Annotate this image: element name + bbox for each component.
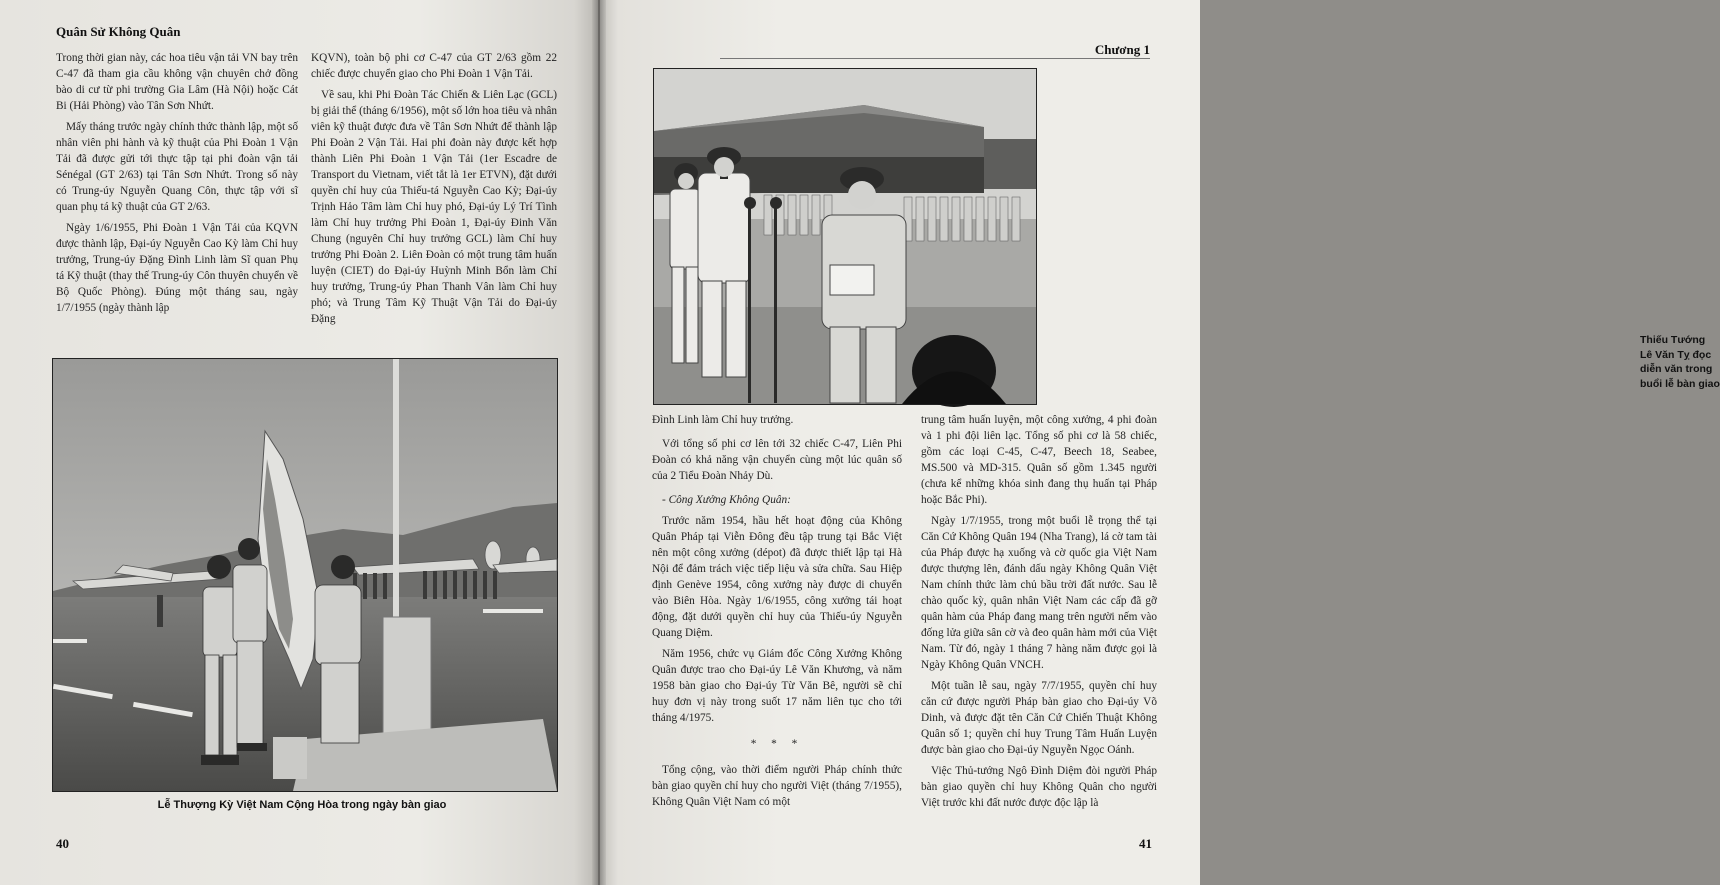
flag-photo-caption: Lễ Thượng Kỳ Việt Nam Cộng Hòa trong ngày bàn giao	[157, 799, 447, 811]
paragraph: trung tâm huấn luyện, một công xưởng, 4 phi đoàn và 1 phi đội liên lạc. Tổng số phi cơ là 58 chiếc, gồm các loại C-45, C-47, Beech 18, Seabee, MS.500 và MD-315. Quân số gồm 1.345 người (chưa kể những khóa sinh đang thụ huấn tại Pháp hoặc Bắc Phi).	[921, 414, 1157, 506]
speech-photo	[653, 68, 1037, 405]
left-text-column-1	[56, 50, 298, 321]
paragraph: Trong thời gian này, các hoa tiêu vận tải VN bay trên C-47 đã tham gia cầu không vận chuyên chở đồng bào di cư từ phi trường Gia Lâm (Hà Nội) hoặc Cát Bi (Hải Phòng) vào Tân Sơn Nhứt.	[56, 52, 298, 112]
left-text-column-2	[311, 50, 557, 332]
flag-raising-photo	[52, 358, 558, 792]
speech-photo-caption: Thiếu Tướng Lê Văn Tỵ đọc diễn văn trong buổi lễ bàn giao	[1640, 334, 1720, 390]
section-heading: - Công Xưởng Không Quân:	[662, 494, 791, 506]
right-text-column-1	[652, 412, 902, 815]
paragraph: Việc Thủ-tướng Ngô Đình Diệm đòi người Pháp bàn giao quyền chỉ huy Không Quân cho người Việt trước khi đất nước được độc lập là	[921, 765, 1157, 809]
paragraph: Mấy tháng trước ngày chính thức thành lập, một số nhân viên phi hành và kỹ thuật của Phi Đoàn 1 Vận Tải đã được gửi tới thực tập tại phi đoàn vận tải Sénégal (GT 2/63) tại Tân Sơn Nhứt. Trong số này có Trung-úy Nguyễn Quang Côn, thực tập với sĩ quan phụ tá kỹ thuật của GT 2/63.	[56, 121, 298, 213]
running-head-left: Quân Sử Không Quân	[56, 24, 181, 39]
paragraph: KQVN), toàn bộ phi cơ C-47 của GT 2/63 gồm 22 chiếc được chuyển giao cho Phi Đoàn 1 Vận Tải.	[311, 52, 557, 80]
page-number-left: 40	[56, 836, 69, 851]
paragraph: Năm 1956, chức vụ Giám đốc Công Xưởng Không Quân được trao cho Đại-úy Lê Văn Khương, và năm 1958 bàn giao cho Đại-úy Từ Văn Bê, người sẽ chỉ huy đơn vị này trong suốt 17 năm liên tục cho tới tháng 4/1975.	[652, 648, 902, 724]
paragraph: Với tổng số phi cơ lên tới 32 chiếc C-47, Liên Phi Đoàn có khả năng vận chuyển cùng một lúc quân số của 2 Tiểu Đoàn Nhảy Dù.	[652, 438, 902, 482]
paragraph: Tổng cộng, vào thời điểm người Pháp chính thức bàn giao quyền chỉ huy cho người Việt (tháng 7/1955), Không Quân Việt Nam có một	[652, 764, 902, 808]
paragraph: Trước năm 1954, hầu hết hoạt động của Không Quân Pháp tại Viễn Đông đều tập trung tại Bắc Việt nên một công xưởng (dépot) đã được thiết lập tại Hà Nội để đảm trách việc tiếp liệu và sửa chữa. Sau Hiệp định Genève 1954, công xưởng này được di chuyển vào Biên Hòa. Ngày 1/6/1955, công xưởng tái hoạt động, đặt dưới quyền chỉ huy của Thiếu-úy Nguyễn Quang Diệm.	[652, 515, 902, 639]
section-break: * * *	[750, 738, 804, 750]
page-number-right: 41	[1139, 836, 1152, 851]
right-page	[600, 0, 1720, 885]
left-page	[0, 0, 598, 885]
paragraph: Về sau, khi Phi Đoàn Tác Chiến & Liên Lạc (GCL) bị giải thể (tháng 6/1956), một số lớn hoa tiêu và nhân viên kỹ thuật được đưa về Tân Sơn Nhứt để thành lập Phi Đoàn 2 Vận Tải. Hai phi đoàn này được kết hợp thành Liên Phi Đoàn 1 Vận Tải (1er Escadre de Transport du Vietnam, viết tắt là 1er ETVN), đặt dưới quyền chỉ huy của Thiếu-tá Nguyễn Cao Kỳ; Đại-úy Trịnh Hảo Tâm làm Chỉ huy phó, Đại-úy Lý Trí Tình làm Chỉ huy trưởng Phi Đoàn 1, Đại-úy Đinh Văn Chung (nguyên Chỉ huy trưởng GCL) làm Chỉ huy trưởng Phi Đoàn 2. Liên Đoàn có một trung tâm huấn luyện (CIET) do Đại-úy Huỳnh Minh Bổn làm Chỉ huy trưởng, Trung-úy Phan Thanh Vân làm Chỉ huy phó; và Trung Tâm Kỹ Thuật Vận Tải do Đại-úy Đặng	[311, 89, 557, 325]
paragraph: Ngày 1/7/1955, trong một buổi lễ trọng thể tại Căn Cứ Không Quân 194 (Nha Trang), lá cờ tam tài của Pháp được hạ xuống và cờ quốc gia Việt Nam được thượng lên, đánh dấu ngày Không Quân Việt Nam chính thức làm chủ bầu trời đất nước. Sau lễ chào quốc kỳ, quân nhân Việt Nam các cấp đã gỡ quân hàm của Pháp đang mang trên người nếm vào đống lửa giữa sân cờ và đeo quân hàm mới của Việt Nam. Từ đó, ngày 1 tháng 7 hàng năm được gọi là Ngày Không Quân VNCH.	[921, 515, 1157, 671]
paragraph: Ngày 1/6/1955, Phi Đoàn 1 Vận Tải của KQVN được thành lập, Đại-úy Nguyễn Cao Kỳ làm Chỉ huy trưởng, Trung-úy Đặng Đình Linh làm Sĩ quan Phụ tá Kỹ thuật (thay thế Trung-úy Côn thuyên chuyển về Bộ Quốc Phòng). Đúng một tháng sau, ngày 1/7/1955 (ngày thành lập	[56, 222, 298, 314]
running-head-rule	[720, 58, 1150, 59]
paragraph: Đình Linh làm Chỉ huy trưởng.	[652, 414, 794, 426]
running-head-right: Chương 1	[1094, 42, 1150, 57]
book-gutter	[592, 0, 606, 885]
paragraph: Một tuần lễ sau, ngày 7/7/1955, quyền chỉ huy căn cứ được người Pháp bàn giao cho Đại-úy Võ Dinh, và được đặt tên Căn Cứ Chiến Thuật Không Quân số 1; quyền chỉ huy Trung Tâm Huấn Luyện được bàn giao cho Đại-úy Nguyễn Ngọc Oánh.	[921, 680, 1157, 756]
right-text-column-2	[921, 412, 1157, 816]
